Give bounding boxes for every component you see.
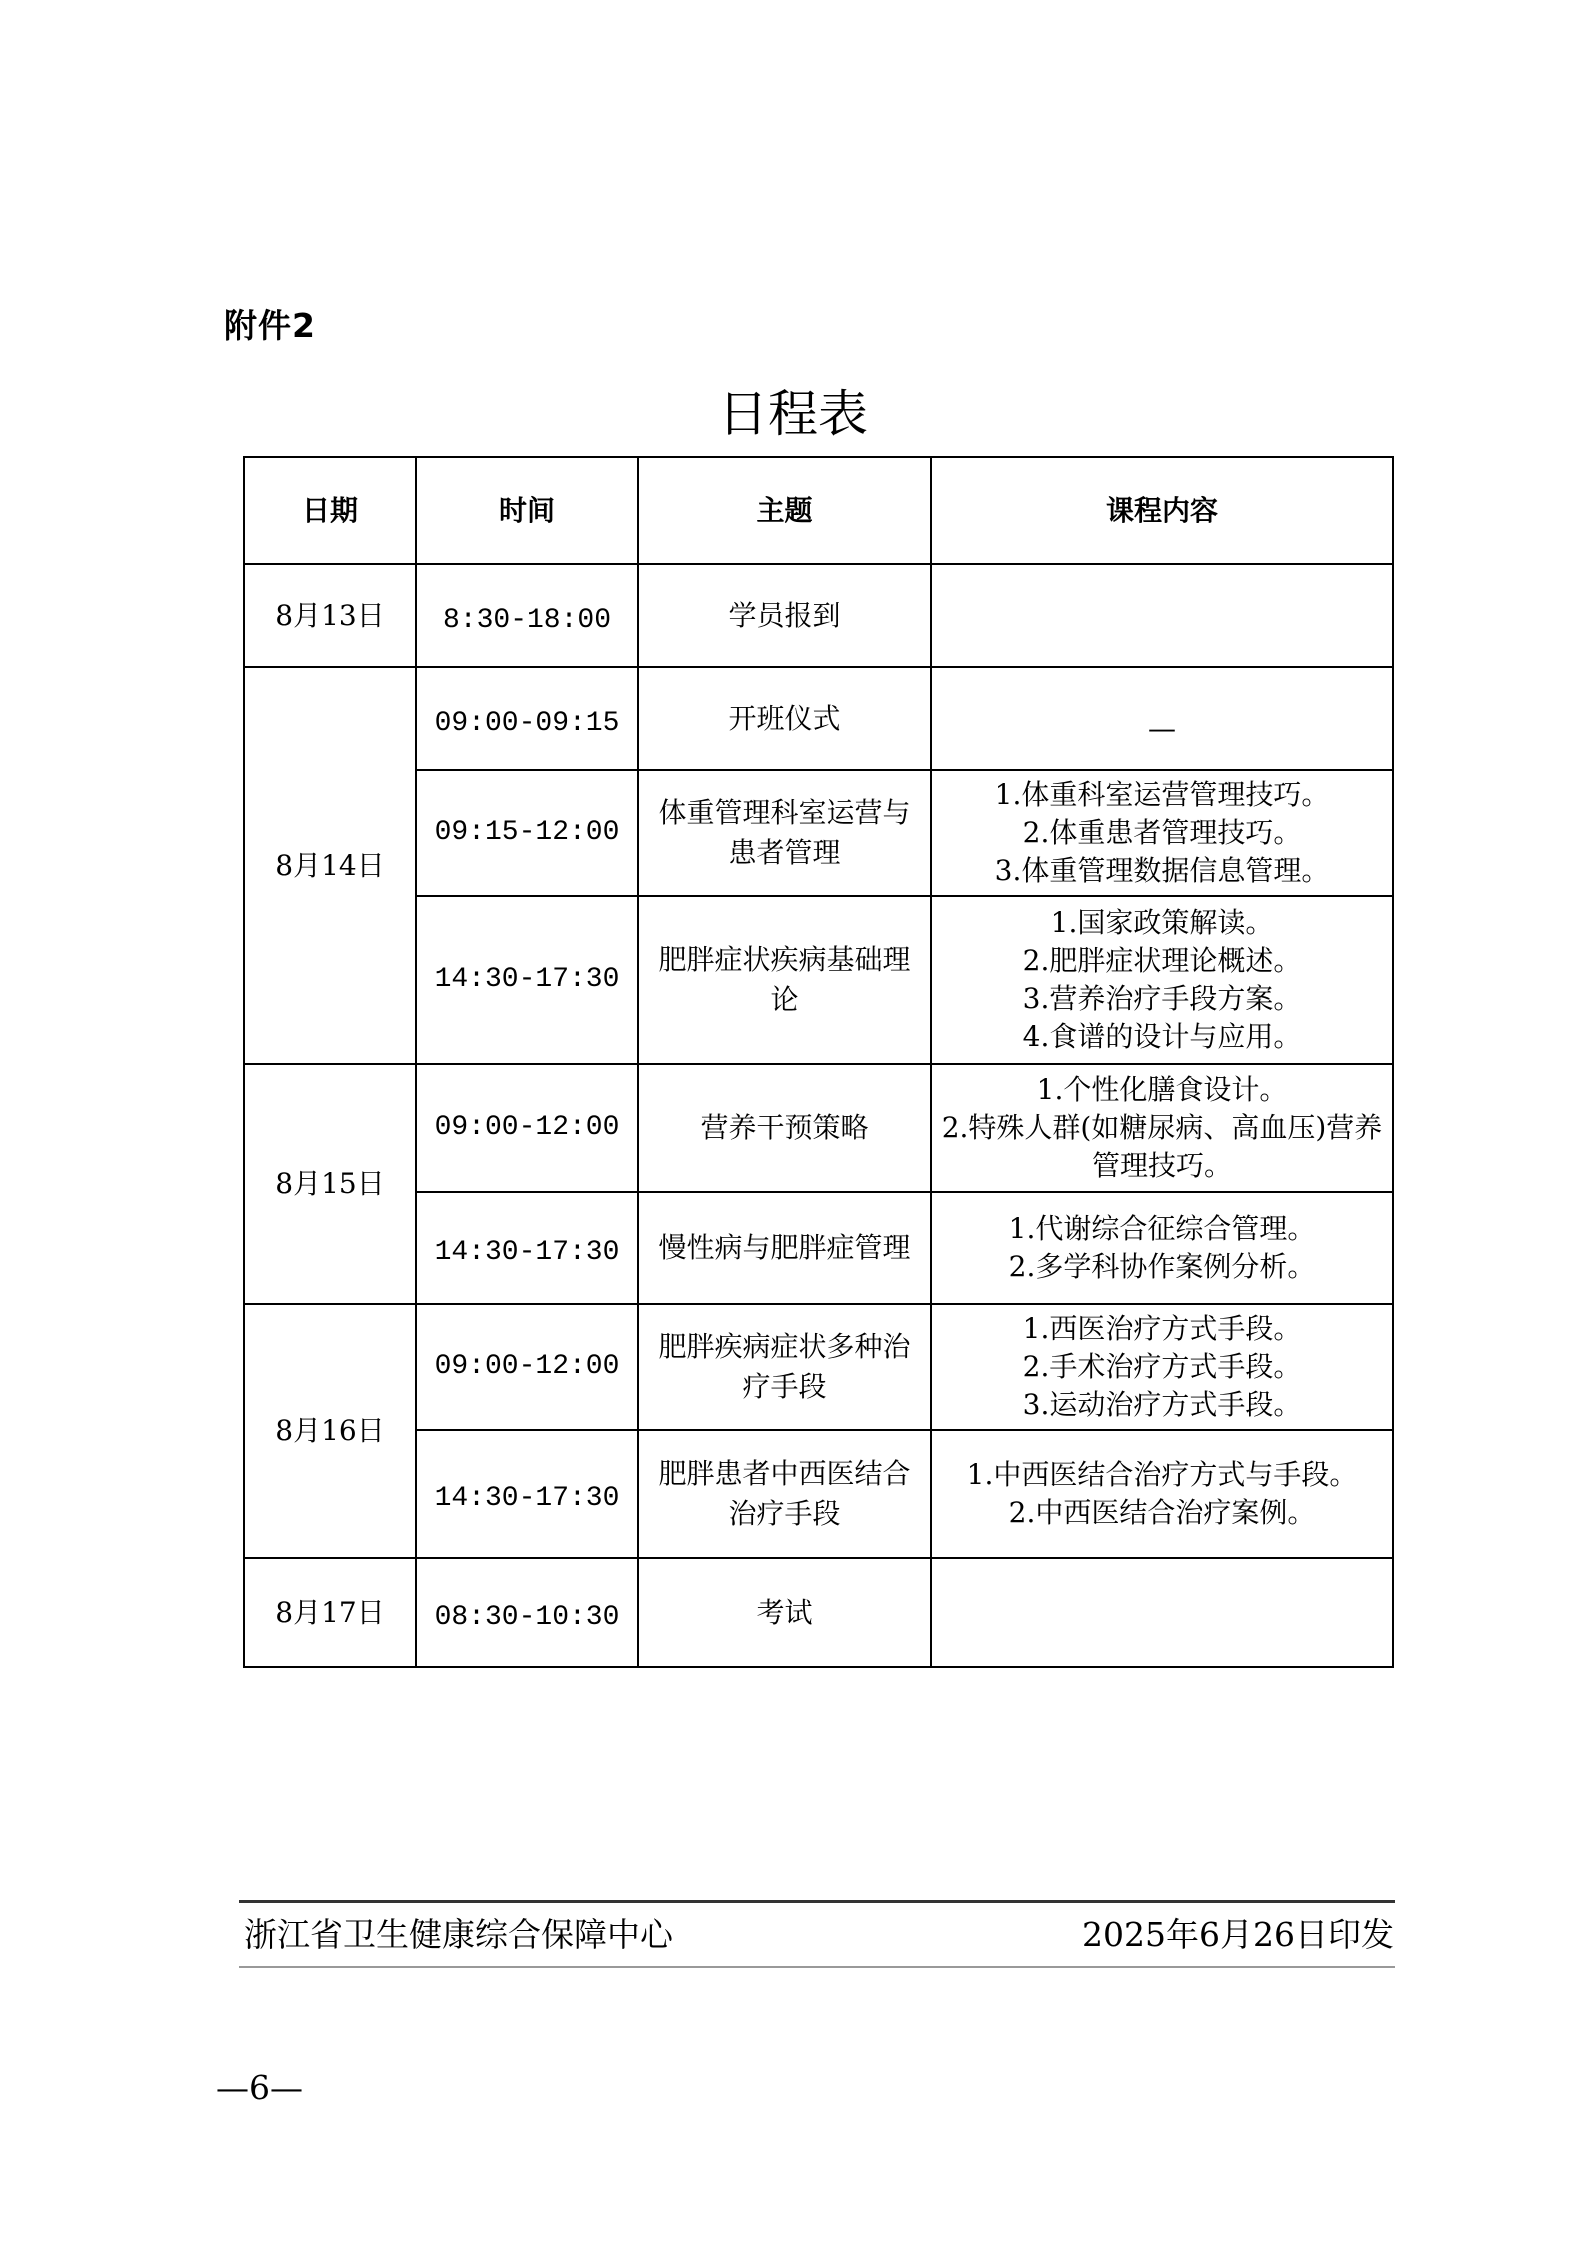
document-title: 日程表 bbox=[718, 385, 868, 443]
time-cell bbox=[416, 1430, 638, 1558]
content-cell bbox=[931, 1064, 1393, 1192]
content-cell bbox=[931, 1304, 1393, 1430]
content-item: 1.个性化膳食设计。 bbox=[1036, 1073, 1288, 1106]
table-row bbox=[244, 1304, 1393, 1430]
topic-cell: 考试 bbox=[638, 1558, 931, 1667]
time-text: 09:00-09:15 bbox=[434, 707, 620, 739]
time-cell bbox=[416, 667, 638, 770]
page-number: —6— bbox=[216, 2068, 303, 2107]
date-cell: 8月17日 bbox=[244, 1558, 416, 1667]
table-row bbox=[244, 667, 1393, 770]
topic-cell: 营养干预策略 bbox=[638, 1064, 931, 1192]
time-cell bbox=[416, 564, 638, 667]
content-cell bbox=[931, 667, 1393, 770]
topic-cell: 开班仪式 bbox=[638, 667, 931, 770]
content-item: 3.运动治疗方式手段。 bbox=[1022, 1388, 1302, 1421]
content-item: 2.中西医结合治疗案例。 bbox=[1008, 1496, 1316, 1529]
time-cell: 09:00-12:00 bbox=[416, 1064, 638, 1192]
content-item: 2.肥胖症状理论概述。 bbox=[1022, 944, 1302, 977]
topic-cell: 肥胖患者中西医结合治疗手段 bbox=[638, 1430, 931, 1558]
time-cell: 09:00-12:00 bbox=[416, 1304, 638, 1430]
content-item: 2.多学科协作案例分析。 bbox=[1008, 1250, 1316, 1283]
time-text: 08:30-10:30 bbox=[434, 1601, 620, 1633]
header-time: 时间 bbox=[416, 457, 638, 564]
time-cell: 09:15-12:00 bbox=[416, 770, 638, 896]
topic-cell: 肥胖症状疾病基础理论 bbox=[638, 896, 931, 1064]
date-cell: 8月15日 bbox=[244, 1064, 416, 1304]
table-row bbox=[244, 770, 1393, 896]
time-cell bbox=[416, 1558, 638, 1667]
topic-cell: 体重管理科室运营与患者管理 bbox=[638, 770, 931, 896]
date-cell: 8月13日 bbox=[244, 564, 416, 667]
footer-issuer: 浙江省卫生健康综合保障中心 bbox=[244, 1915, 673, 1954]
time-text: 8:30-18:00 bbox=[442, 604, 612, 636]
header-date: 日期 bbox=[244, 457, 416, 564]
content-item: 3.体重管理数据信息管理。 bbox=[994, 854, 1330, 887]
time-text: 14:30-17:30 bbox=[434, 1237, 620, 1268]
content-cell bbox=[931, 896, 1393, 1064]
content-item: 1.西医治疗方式手段。 bbox=[1022, 1312, 1302, 1345]
content-item: 2.体重患者管理技巧。 bbox=[1022, 816, 1302, 849]
content-cell bbox=[931, 1192, 1393, 1304]
content-cell bbox=[931, 770, 1393, 896]
table-header-row bbox=[244, 457, 1393, 564]
content-item: 1.体重科室运营管理技巧。 bbox=[994, 778, 1330, 811]
table-row bbox=[244, 1064, 1393, 1192]
date-cell: 8月14日 bbox=[244, 667, 416, 1064]
table-row bbox=[244, 1430, 1393, 1558]
footer-issue-date: 2025年6月26日印发 bbox=[1082, 1915, 1394, 1954]
table-row bbox=[244, 564, 1393, 667]
content-item: 2.手术治疗方式手段。 bbox=[1022, 1350, 1302, 1383]
topic-cell: 肥胖疾病症状多种治疗手段 bbox=[638, 1304, 931, 1430]
attachment-label: 附件2 bbox=[224, 306, 316, 345]
content-cell bbox=[931, 564, 1393, 667]
content-item: 1.国家政策解读。 bbox=[1050, 906, 1274, 939]
date-cell: 8月16日 bbox=[244, 1304, 416, 1558]
table-row bbox=[244, 1558, 1393, 1667]
header-topic: 主题 bbox=[638, 457, 931, 564]
content-item: 1.中西医结合治疗方式与手段。 bbox=[966, 1458, 1358, 1491]
content-dash: — bbox=[1148, 711, 1176, 745]
content-item: 4.食谱的设计与应用。 bbox=[1022, 1020, 1302, 1053]
content-cell bbox=[931, 1558, 1393, 1667]
header-content: 课程内容 bbox=[931, 457, 1393, 564]
content-item: 2.特殊人群(如糖尿病、高血压)营养管理技巧。 bbox=[941, 1111, 1383, 1182]
footer-rule-top bbox=[239, 1900, 1395, 1903]
topic-cell: 学员报到 bbox=[638, 564, 931, 667]
table-row bbox=[244, 896, 1393, 1064]
content-item: 1.代谢综合征综合管理。 bbox=[1008, 1212, 1316, 1245]
table-row bbox=[244, 1192, 1393, 1304]
time-cell bbox=[416, 1192, 638, 1304]
time-text: 14:30-17:30 bbox=[434, 1483, 620, 1514]
time-cell: 14:30-17:30 bbox=[416, 896, 638, 1064]
content-item: 3.营养治疗手段方案。 bbox=[1022, 982, 1302, 1015]
topic-cell: 慢性病与肥胖症管理 bbox=[638, 1192, 931, 1304]
footer-rule-bottom bbox=[239, 1966, 1395, 1968]
content-cell bbox=[931, 1430, 1393, 1558]
schedule-table bbox=[243, 456, 1394, 1668]
